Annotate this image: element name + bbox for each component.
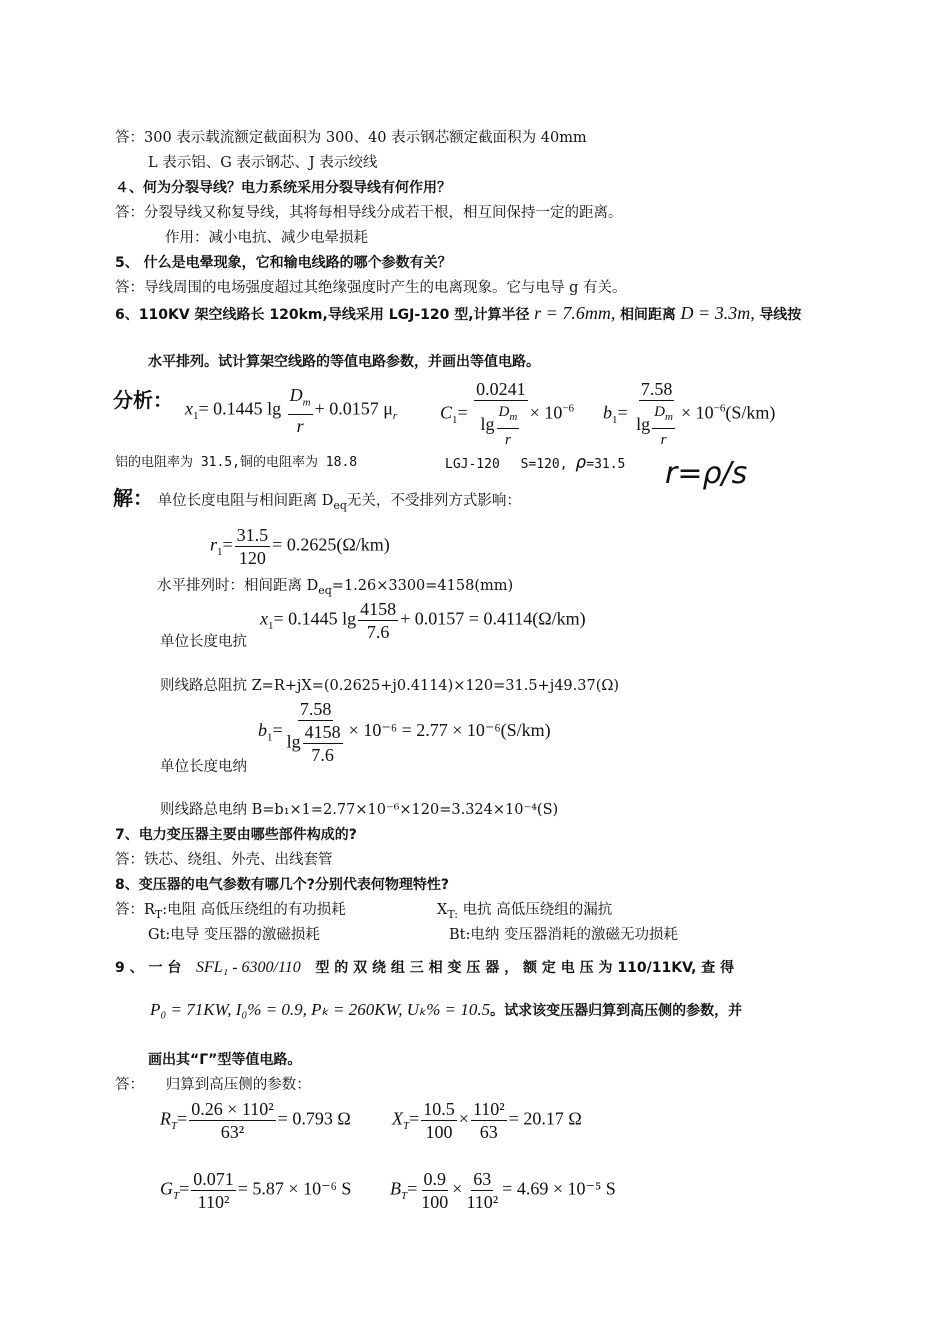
answer-8-bt: Bt:电纳 变压器消耗的激磁无功损耗 bbox=[449, 927, 678, 943]
answer-3-line2: L 表示铝、G 表示钢芯、J 表示绞线 bbox=[148, 155, 378, 171]
answer-8-rt: 答：$R_T$:电阻 高低压绕组的有功损耗 bbox=[115, 902, 346, 921]
formula-b1: $b_1=$ 7.58 lg $\frac{D_m}{r}$ × $10^{-6}(S/km)$ bbox=[603, 379, 776, 448]
question-9-line3: 画出其“Γ”型等值电路。 bbox=[148, 1052, 302, 1068]
formula-b1-value: $b_1=$ 7.58 lg $\frac{4158}{7.6}$ × 10⁻⁶ = 2.77 × 10⁻⁶(S/km) bbox=[258, 699, 551, 765]
answer-8-xt: $X_{T:}$ 电抗 高低压绕组的漏抗 bbox=[437, 902, 613, 921]
answer-4-effect: 作用：减小电抗、减少电晕损耗 bbox=[165, 230, 368, 246]
lgj-note: LGJ-120 S=120, ρ=31.5 bbox=[445, 452, 626, 473]
formula-xt: $X_T=$ $\frac{10.5}{100}$ × $\frac{\text{110²}}{63}$ = 20.17 Ω bbox=[392, 1099, 582, 1142]
formula-c1: $C_1=$ 0.0241 lg $\frac{D_m}{r}$ × $10^{-6}$ bbox=[440, 379, 575, 448]
question-9-line1: 9 、 一 台 SFL₁ - 6300/110 型 的 双 绕 组 三 相 变 压 器 ， 额 定 电 压 为 110/11KV, 查 得 bbox=[115, 959, 735, 976]
radius-value: r = 7.6mm, bbox=[534, 303, 616, 323]
formula-rt: $R_T=$ $\frac{\text{0.26 × 110²}}{\text{63²}}$ = 0.793 Ω bbox=[160, 1099, 351, 1142]
formula-gt: $G_T=$ $\frac{0.071}{\text{110²}}$ = 5.87 × 10⁻⁶ S bbox=[160, 1169, 352, 1212]
horizontal-arrangement: 水平排列时：相间距离 $D_{eq}=1.26\times 3300=4158(mm)$ bbox=[157, 578, 514, 597]
question-6-mid: 相间距离 bbox=[619, 307, 676, 323]
answer-3-line1: 答：300 表示载流额定截面积为 300、40 表示钢芯额定截面积为 40mm bbox=[115, 130, 587, 146]
question-6-line1 bbox=[115, 303, 801, 325]
unit-reactance-label: 单位长度电抗 bbox=[160, 634, 247, 650]
question-4: ４、何为分裂导线？电力系统采用分裂导线有何作用？ bbox=[115, 180, 451, 196]
formula-x1-value: $x_1= 0.1445$ lg $\frac{4158}{7.6}$ + 0.0157 = 0.4114(Ω/km) bbox=[260, 599, 586, 642]
formula-r1: $r_1=$ $\frac{31.5}{120}$ = 0.2625(Ω/km) bbox=[210, 525, 390, 568]
question-6-end: 导线按 bbox=[759, 307, 802, 323]
total-impedance: 则线路总阻抗 Z=R+jX=(0.2625+j0.4114)×120=31.5+j49.37(Ω) bbox=[160, 678, 620, 694]
question-6-line2: 水平排列。试计算架空线路的等值电路参数，并画出等值电路。 bbox=[148, 354, 540, 370]
unit-susceptance-label: 单位长度电纳 bbox=[160, 759, 247, 775]
question-5: 5、 什么是电晕现象，它和输电线路的哪个参数有关？ bbox=[115, 255, 452, 271]
question-8: 8、变压器的电气参数有哪几个?分别代表何物理特性? bbox=[115, 877, 449, 893]
question-9-line2: P₀ = 71KW, I₀% = 0.9, Pₖ = 260KW, Uₖ% = 10.5。试求该变压器归算到高压侧的参数，并 bbox=[150, 1000, 743, 1019]
analysis-label: 分析： bbox=[113, 388, 173, 412]
answer-4: 答：分裂导线又称复导线，其将每相导线分成若干根，相互间保持一定的距离。 bbox=[115, 205, 623, 221]
formula-x1: $x_1= 0.1445$ lg $\frac{D_m}{r}$ + 0.0157 $\mu_r$ bbox=[185, 385, 398, 436]
resistivity-note: 铝的电阻率为 31.5,铜的电阻率为 18.8 bbox=[115, 455, 358, 470]
question-6-text: 6、110KV 架空线路长 120km,导线采用 LGJ-120 型,计算半径 bbox=[115, 307, 530, 323]
answer-8-gt: Gt:电导 变压器的激磁损耗 bbox=[148, 927, 320, 943]
resistance-formula-large: r=ρ/s bbox=[665, 456, 748, 491]
formula-bt: $B_T=$ $\frac{0.9}{100}$ × $\frac{63}{\text{110²}}$ = 4.69 × 10⁻⁵ S bbox=[390, 1169, 616, 1212]
total-susceptance: 则线路总电纳 B=b₁×1=2.77×10⁻⁶×120=3.324×10⁻⁴(S) bbox=[160, 802, 559, 818]
answer-9-intro: 答： 归算到高压侧的参数： bbox=[115, 1077, 311, 1093]
question-7: 7、电力变压器主要由哪些部件构成的? bbox=[115, 827, 357, 843]
answer-5: 答：导线周围的电场强度超过其绝缘强度时产生的电离现象。它与电导 g 有关。 bbox=[115, 280, 627, 296]
distance-value: D = 3.3m, bbox=[680, 303, 755, 323]
answer-7: 答：铁芯、绕组、外壳、出线套管 bbox=[115, 852, 333, 868]
solution-line: 解： 单位长度电阻与相间距离 $D_{eq}$无关，不受排列方式影响： bbox=[113, 486, 521, 512]
